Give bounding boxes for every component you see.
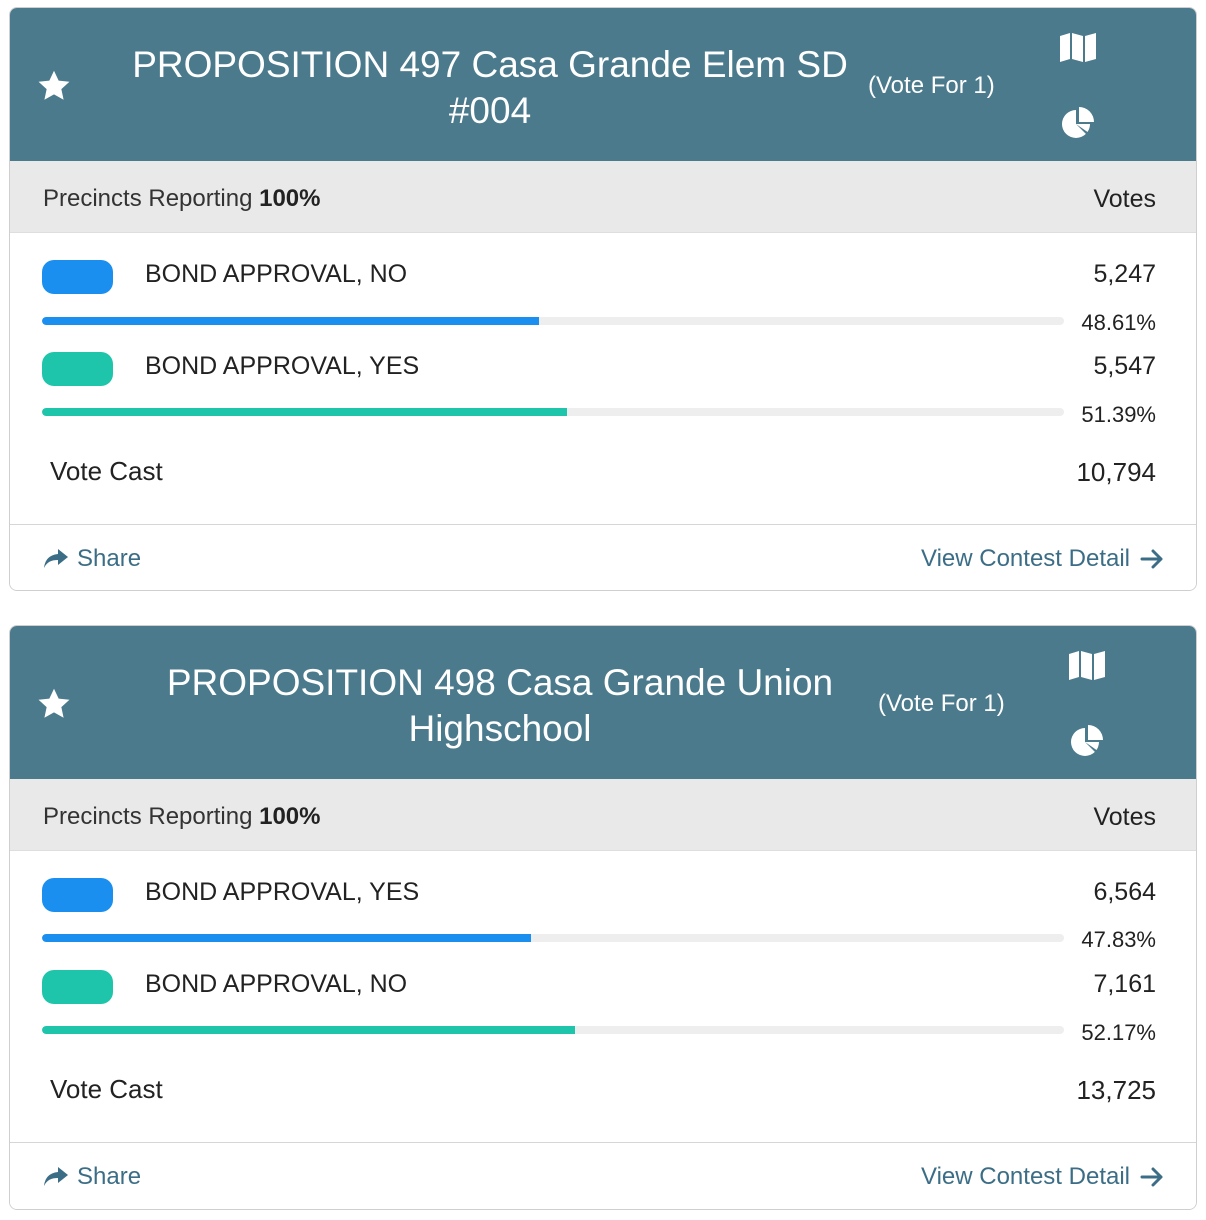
precincts-label: Precincts Reporting — [43, 803, 253, 830]
share-button[interactable] — [43, 1163, 141, 1191]
precincts-value: 100% — [259, 803, 321, 830]
choice-percent: 48.61% — [1081, 310, 1156, 335]
vote-for-label: (Vote For 1) — [868, 72, 995, 99]
share-icon — [43, 1166, 69, 1188]
contest-header — [10, 8, 1196, 161]
share-label: Share — [77, 1163, 142, 1190]
choice-name: BOND APPROVAL, NO — [145, 970, 408, 998]
percent-bar-fill — [42, 408, 567, 416]
choice-color-swatch — [42, 878, 113, 912]
choice-votes: 5,547 — [1093, 352, 1156, 380]
percent-bar — [42, 1026, 1064, 1034]
map-icon[interactable] — [1059, 32, 1097, 62]
contest-title — [130, 660, 870, 752]
percent-bar-fill — [42, 1026, 575, 1034]
contest-card — [9, 625, 1197, 1210]
share-icon — [43, 548, 69, 570]
percent-bar-fill — [42, 934, 531, 942]
contest-title-line1: PROPOSITION 497 Casa Grande Elem SD — [132, 44, 848, 85]
percent-bar-fill — [42, 317, 539, 325]
contest-title — [120, 42, 860, 134]
vote-for-label: (Vote For 1) — [878, 690, 1005, 717]
choice-votes: 6,564 — [1093, 878, 1156, 906]
precincts-reporting — [43, 803, 321, 831]
percent-bar — [42, 408, 1064, 416]
choice-votes: 7,161 — [1093, 970, 1156, 998]
star-icon[interactable] — [36, 686, 72, 722]
reporting-bar — [10, 779, 1196, 851]
vote-cast-label: Vote Cast — [50, 1074, 163, 1104]
vote-cast-label: Vote Cast — [50, 456, 163, 486]
view-contest-detail-link[interactable] — [921, 545, 1164, 573]
precincts-reporting — [43, 185, 321, 213]
choice-percent: 51.39% — [1081, 402, 1156, 427]
reporting-bar — [10, 161, 1196, 233]
vote-cast-total: 10,794 — [1076, 457, 1156, 487]
votes-column-header: Votes — [1093, 185, 1156, 213]
precincts-value: 100% — [259, 185, 321, 212]
contest-header — [10, 626, 1196, 779]
contest-footer — [10, 1142, 1196, 1210]
star-icon[interactable] — [36, 68, 72, 104]
share-label: Share — [77, 545, 142, 572]
view-contest-detail-label: View Contest Detail — [921, 545, 1130, 572]
contest-footer — [10, 524, 1196, 591]
choice-percent: 47.83% — [1081, 927, 1156, 952]
choice-name: BOND APPROVAL, NO — [145, 260, 408, 288]
choice-color-swatch — [42, 352, 113, 386]
pie-chart-icon[interactable] — [1060, 106, 1096, 142]
choice-name: BOND APPROVAL, YES — [145, 878, 420, 906]
contest-title-line2: #004 — [448, 90, 532, 131]
votes-column-header: Votes — [1093, 803, 1156, 831]
view-contest-detail-link[interactable] — [921, 1163, 1164, 1191]
choice-votes: 5,247 — [1093, 260, 1156, 288]
vote-cast-total: 13,725 — [1076, 1075, 1156, 1105]
view-contest-detail-label: View Contest Detail — [921, 1163, 1130, 1190]
arrow-right-icon — [1140, 548, 1164, 570]
choice-color-swatch — [42, 970, 113, 1004]
precincts-label: Precincts Reporting — [43, 185, 253, 212]
percent-bar — [42, 934, 1064, 942]
choice-percent: 52.17% — [1081, 1020, 1156, 1045]
choice-color-swatch — [42, 260, 113, 294]
percent-bar — [42, 317, 1064, 325]
arrow-right-icon — [1140, 1166, 1164, 1188]
choice-name: BOND APPROVAL, YES — [145, 352, 420, 380]
contest-title-line1: PROPOSITION 498 Casa Grande Union — [166, 662, 834, 703]
contest-card — [9, 7, 1197, 591]
contest-title-line2: Highschool — [408, 708, 592, 749]
share-button[interactable] — [43, 545, 141, 573]
pie-chart-icon[interactable] — [1069, 724, 1105, 760]
map-icon[interactable] — [1068, 650, 1106, 680]
